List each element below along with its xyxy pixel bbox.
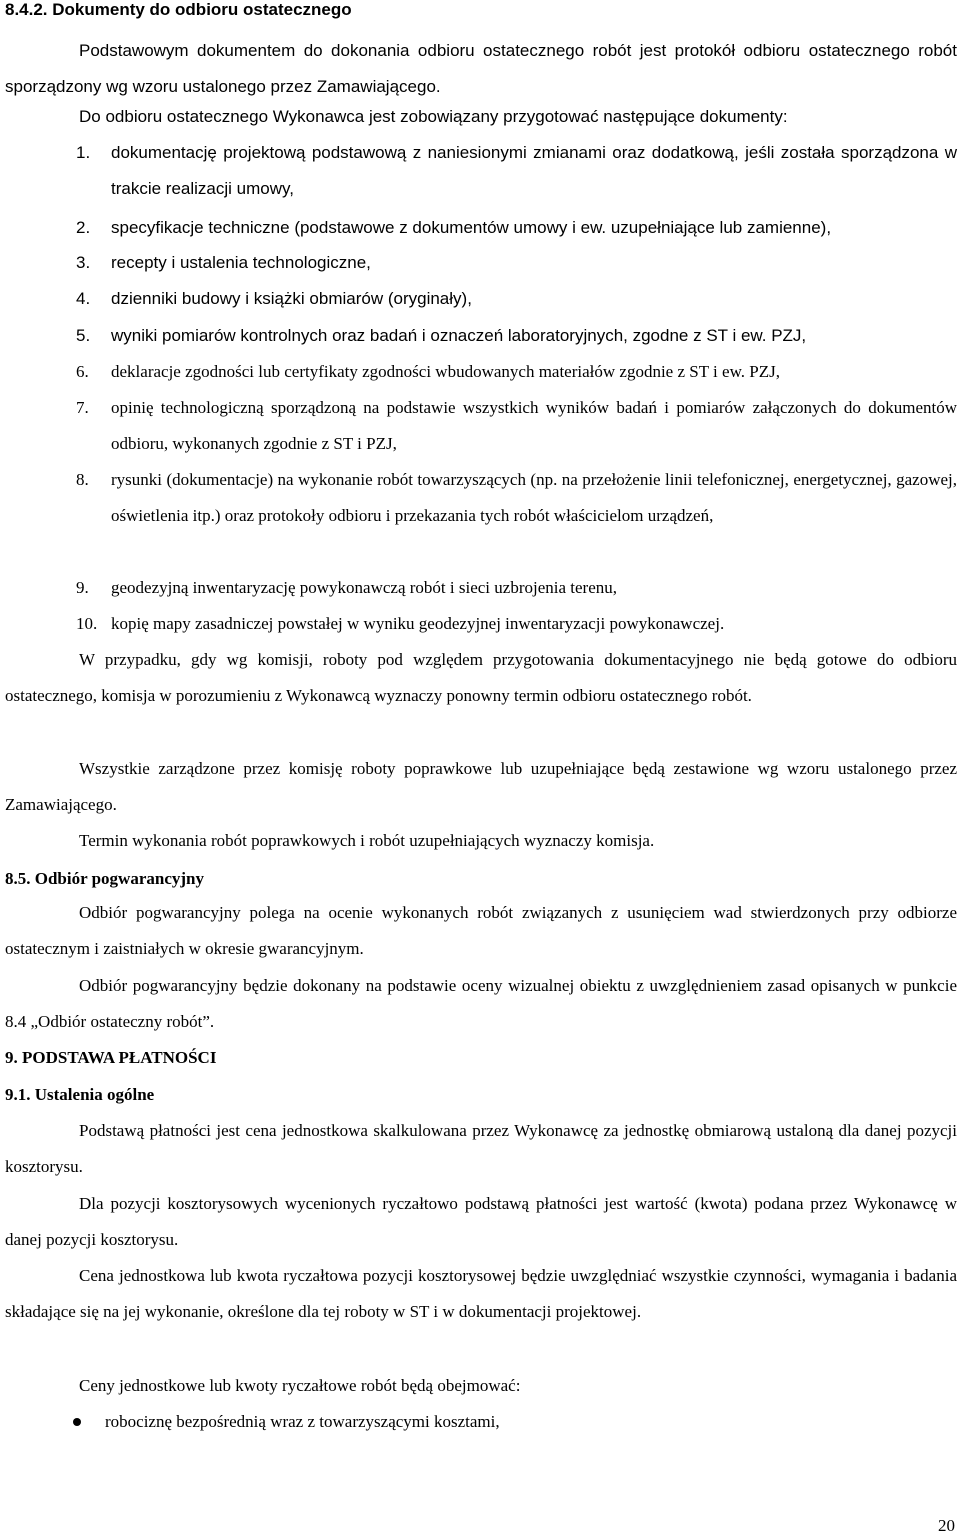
- section-heading-9: 9. PODSTAWA PŁATNOŚCI: [5, 1048, 217, 1067]
- paragraph-pozycje-ryczaltowe: Dla pozycji kosztorysowych wycenionych ryczałtowo podstawą płatności jest wartość (kwota) podana przez Wykonawcę w danej pozycji kosztorysu.: [5, 1194, 957, 1249]
- list-number: 10.: [76, 614, 98, 633]
- list-text: deklaracje zgodności lub certyfikaty zgodności wbudowanych materiałów zgodnie z ST i ew. PZJ,: [111, 362, 780, 381]
- list-number: 3.: [76, 253, 91, 272]
- section-heading-8-4-2: 8.4.2. Dokumenty do odbioru ostatecznego: [5, 0, 352, 19]
- paragraph-odbior-pogwarancyjny-2: Odbiór pogwarancyjny będzie dokonany na podstawie oceny wizualnej obiektu z uwzględnieniem zasad opisanych w punkcie 8.4 „Odbiór ostateczny robót”.: [5, 976, 957, 1031]
- list-text: opinię technologiczną sporządzoną na podstawie wszystkich wyników badań i pomiarów załączonych do dokumentów odbioru, wykonanych zgodnie z ST i PZJ,: [111, 398, 957, 453]
- paragraph-intro-1: Podstawowym dokumentem do dokonania odbioru ostatecznego robót jest protokół odbioru ostatecznego robót sporządzony wg wzoru ustalonego przez Zamawiającego.: [5, 41, 957, 96]
- list-number: 6.: [76, 362, 89, 381]
- list-text: dzienniki budowy i książki obmiarów (oryginały),: [111, 289, 472, 308]
- paragraph-w-przypadku: W przypadku, gdy wg komisji, roboty pod względem przygotowania dokumentacyjnego nie będą gotowe do odbioru ostatecznego, komisja w porozumieniu z Wykonawcą wyznaczy ponowny termin odbioru ostatecznego robót.: [5, 650, 957, 705]
- paragraph-podstawa-platnosci: Podstawą płatności jest cena jednostkowa skalkulowana przez Wykonawcę za jednostkę obmiarową ustaloną dla danej pozycji kosztorysu.: [5, 1121, 957, 1176]
- paragraph-odbior-pogwarancyjny-1: Odbiór pogwarancyjny polega na ocenie wykonanych robót związanych z usunięciem wad stwierdzonych przy odbiorze ostatecznym i zaistniałych w okresie gwarancyjnym.: [5, 903, 957, 958]
- paragraph-wszystkie-zarzadzone: Wszystkie zarządzone przez komisję roboty poprawkowe lub uzupełniające będą zestawione wg wzoru ustalonego przez Zamawiającego.: [5, 759, 957, 814]
- list-text: specyfikacje techniczne (podstawowe z dokumentów umowy i ew. uzupełniające lub zamienne),: [111, 218, 832, 237]
- list-number: 4.: [76, 289, 91, 308]
- list-text: recepty i ustalenia technologiczne,: [111, 253, 371, 272]
- section-heading-9-1: 9.1. Ustalenia ogólne: [5, 1085, 155, 1104]
- list-number: 7.: [76, 398, 89, 417]
- list-text: dokumentację projektową podstawową z naniesionymi zmianami oraz dodatkową, jeśli została sporządzona w trakcie realizacji umowy,: [111, 143, 957, 198]
- section-heading-8-5: 8.5. Odbiór pogwarancyjny: [5, 869, 204, 888]
- list-number: 9.: [76, 578, 89, 597]
- paragraph-cena-jednostkowa: Cena jednostkowa lub kwota ryczałtowa pozycji kosztorysowej będzie uwzględniać wszystkie czynności, wymagania i badania składające się na jej wykonanie, określone dla tej roboty w ST i w dokumentacji projektowej.: [5, 1266, 957, 1321]
- list-text: wyniki pomiarów kontrolnych oraz badań i oznaczeń laboratoryjnych, zgodne z ST i ew. PZJ,: [111, 326, 807, 345]
- list-text: rysunki (dokumentacje) na wykonanie robót towarzyszących (np. na przełożenie linii telefonicznej, energetycznej, gazowej, oświetlenia itp.) oraz protokoły odbioru i przekazania tych robót właścicielom urządzeń,: [111, 470, 957, 525]
- paragraph-termin-wykonania: Termin wykonania robót poprawkowych i robót uzupełniających wyznaczy komisja.: [79, 831, 655, 850]
- paragraph-ceny-jednostkowe: Ceny jednostkowe lub kwoty ryczałtowe robót będą obejmować:: [79, 1376, 521, 1395]
- list-number: 5.: [76, 326, 91, 345]
- list-number: 8.: [76, 470, 89, 489]
- list-number: 1.: [76, 143, 91, 162]
- list-text: geodezyjną inwentaryzację powykonawczą robót i sieci uzbrojenia terenu,: [111, 578, 617, 597]
- paragraph-intro-2: Do odbioru ostatecznego Wykonawca jest zobowiązany przygotować następujące dokumenty:: [79, 107, 788, 126]
- list-number: 2.: [76, 218, 91, 237]
- list-text: kopię mapy zasadniczej powstałej w wyniku geodezyjnej inwentaryzacji powykonawczej.: [111, 614, 725, 633]
- bullet-text: robociznę bezpośrednią wraz z towarzyszącymi kosztami,: [105, 1412, 500, 1431]
- page-number: 20: [938, 1516, 955, 1535]
- bullet-icon: [73, 1418, 81, 1426]
